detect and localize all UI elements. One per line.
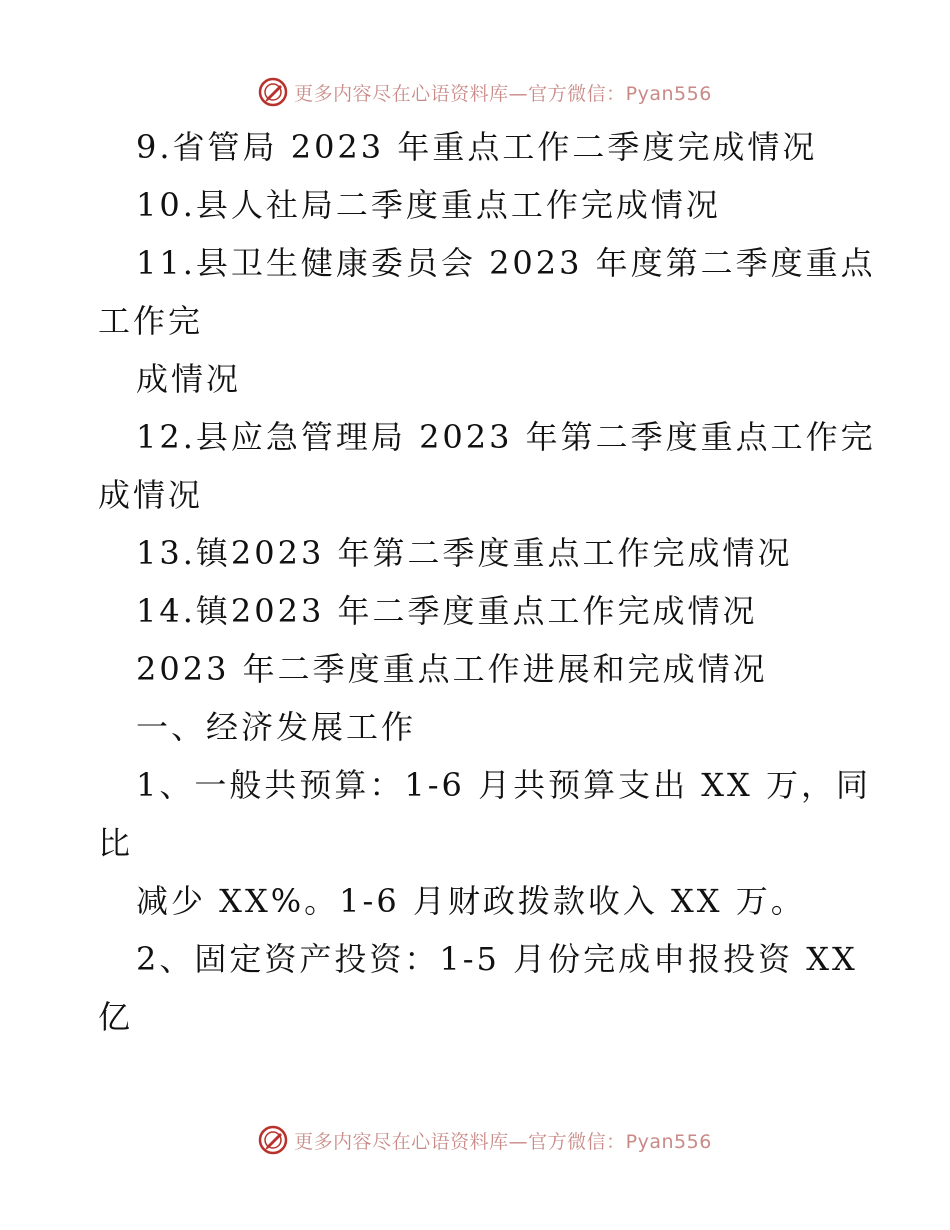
paragraph-budget-end: 减少 XX%。1-6 月财政拨款收入 XX 万。 [136,882,806,920]
line-item-9: 9.省管局 2023 年重点工作二季度完成情况 [136,128,818,166]
line-item-10: 10.县人社局二季度重点工作完成情况 [136,186,721,224]
pen-logo-icon [258,77,288,107]
watermark-banner-bottom [0,1120,950,1160]
watermark-text: 更多内容尽在心语资料库—官方微信：Pyan556 [294,82,712,105]
paragraph-budget: 1、一般共预算：1-6 月共预算支出 XX 万，同 [136,766,871,804]
document-body [98,118,876,1046]
line-item-11-continued: 工作完 [98,302,204,340]
paragraph-budget-continued: 比 [98,824,134,862]
pen-logo-icon [258,1125,288,1155]
line-item-13: 13.镇2023 年第二季度重点工作完成情况 [136,534,793,572]
line-item-14: 14.镇2023 年二季度重点工作完成情况 [136,592,758,630]
watermark-banner-top [0,72,950,112]
line-item-11-end: 成情况 [136,360,242,398]
document-title: 2023 年二季度重点工作进展和完成情况 [136,650,768,688]
line-item-12-end: 成情况 [98,476,204,514]
watermark-text: 更多内容尽在心语资料库—官方微信：Pyan556 [294,1130,712,1153]
section-heading-economy: 一、经济发展工作 [136,708,417,746]
line-item-12: 12.县应急管理局 2023 年第二季度重点工作完 [136,418,876,456]
line-item-11: 11.县卫生健康委员会 2023 年度第二季度重点 [136,244,876,282]
paragraph-investment-continued: 亿 [98,998,134,1036]
paragraph-investment: 2、固定资产投资：1-5 月份完成申报投资 XX [136,940,858,978]
